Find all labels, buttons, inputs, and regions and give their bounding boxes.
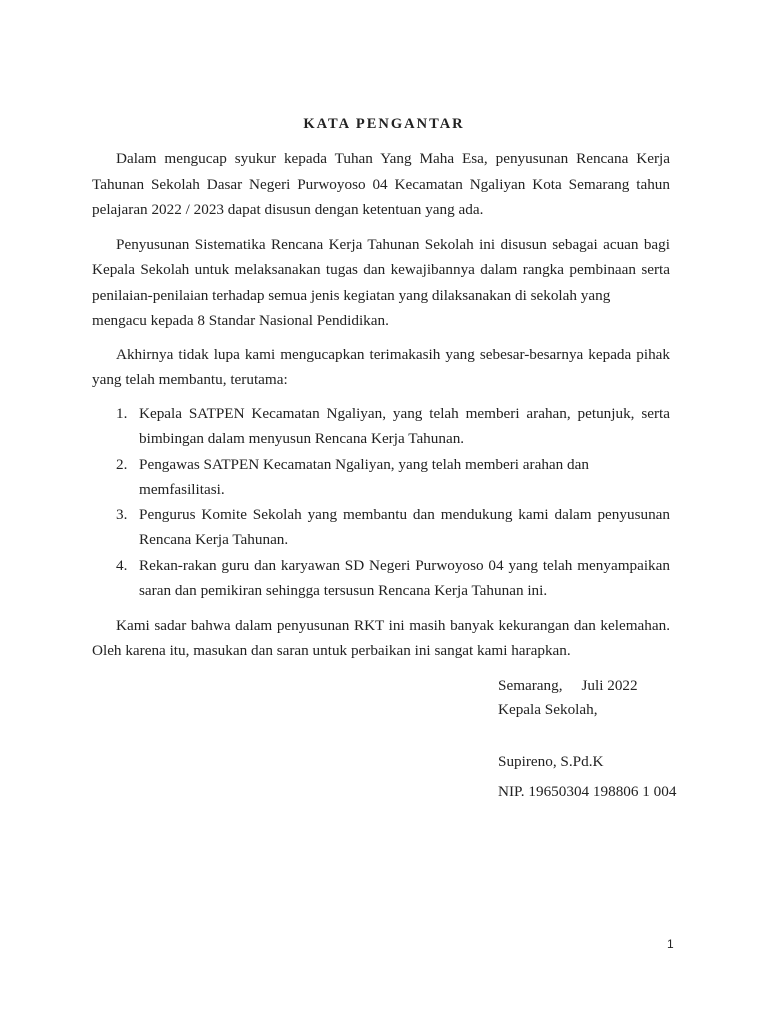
paragraph-4-line: Kami sadar bahwa dalam penyusunan RKT ini masih banyak kekurangan dan kelemahan. <box>116 617 670 634</box>
signature-place-date: Semarang, Juli 2022 <box>498 677 638 694</box>
paragraph-4-line: Oleh karena itu, masukan dan saran untuk perbaikan ini sangat kami harapkan. <box>92 642 571 659</box>
list-number: 4. <box>116 557 128 574</box>
list-number: 2. <box>116 456 128 473</box>
list-item-line: memfasilitasi. <box>139 481 225 498</box>
signature-nip: NIP. 19650304 198806 1 004 <box>498 783 677 800</box>
list-item-line: saran dan pemikiran sehingga tersusun Rencana Kerja Tahunan ini. <box>139 582 548 599</box>
paragraph-2-line: penilaian-penilaian terhadap semua jenis kegiatan yang dilaksanakan di sekolah yang <box>92 287 611 304</box>
list-item-line: Rencana Kerja Tahunan. <box>139 531 289 548</box>
list-item-line: Rekan-rakan guru dan karyawan SD Negeri Purwoyoso 04 yang telah menyampaikan <box>139 557 670 574</box>
paragraph-2-line: Penyusunan Sistematika Rencana Kerja Tahunan Sekolah ini disusun sebagai acuan bagi <box>116 236 670 253</box>
list-item-line: Pengawas SATPEN Kecamatan Ngaliyan, yang telah memberi arahan dan <box>139 456 589 473</box>
list-number: 1. <box>116 405 128 422</box>
list-item-line: Kepala SATPEN Kecamatan Ngaliyan, yang telah memberi arahan, petunjuk, serta <box>139 405 670 422</box>
paragraph-2-line: Kepala Sekolah untuk melaksanakan tugas dan kewajibannya dalam rangka pembinaan serta <box>92 261 670 278</box>
paragraph-1-line: pelajaran 2022 / 2023 dapat disusun dengan ketentuan yang ada. <box>92 201 484 218</box>
page-title: KATA PENGANTAR <box>303 116 465 132</box>
list-item-line: bimbingan dalam menyusun Rencana Kerja Tahunan. <box>139 430 465 447</box>
paragraph-3-line: yang telah membantu, terutama: <box>92 371 288 388</box>
page-number: 1 <box>667 937 674 951</box>
signature-role: Kepala Sekolah, <box>498 701 598 718</box>
paragraph-2-line: mengacu kepada 8 Standar Nasional Pendidikan. <box>92 312 389 329</box>
list-number: 3. <box>116 506 128 523</box>
paragraph-3-line: Akhirnya tidak lupa kami mengucapkan terimakasih yang sebesar-besarnya kepada pihak <box>116 346 670 363</box>
paragraph-1-line: Dalam mengucap syukur kepada Tuhan Yang Maha Esa, penyusunan Rencana Kerja <box>116 150 670 167</box>
list-item-line: Pengurus Komite Sekolah yang membantu dan mendukung kami dalam penyusunan <box>139 506 670 523</box>
signature-name: Supireno, S.Pd.K <box>498 753 604 770</box>
paragraph-1-line: Tahunan Sekolah Dasar Negeri Purwoyoso 04 Kecamatan Ngaliyan Kota Semarang tahun <box>92 176 670 193</box>
